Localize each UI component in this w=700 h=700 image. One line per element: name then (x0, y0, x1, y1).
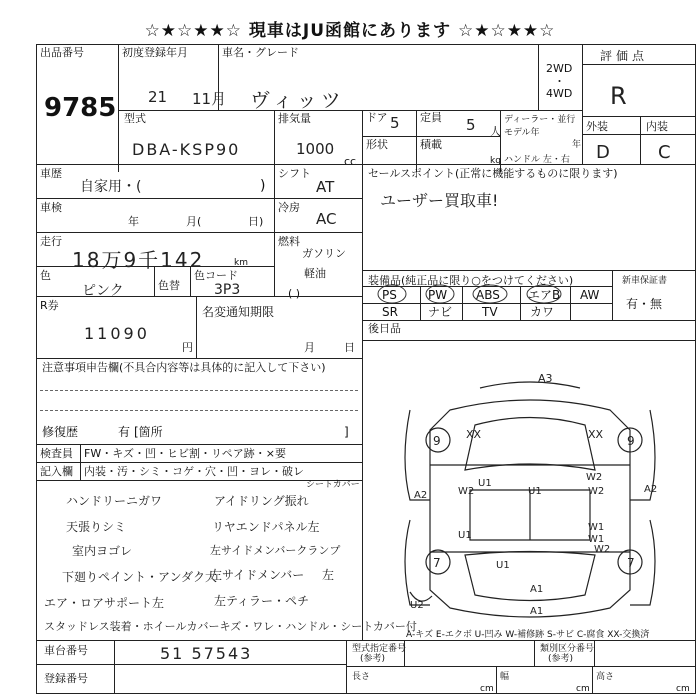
fuel-label: 燃料 (278, 235, 300, 248)
equip-sr: SR (382, 305, 398, 319)
diag-a3: A3 (538, 372, 553, 385)
sales-point-label: セールスポイント(正常に機能するものに限ります) (368, 167, 618, 180)
rear-seat-label: 後日品 (368, 322, 401, 335)
recycle-unit: 円 (182, 341, 193, 354)
repair-close: ] (344, 425, 349, 439)
warranty-value: 有・無 (626, 297, 663, 311)
note-3: 下廻りペイント・アンダク大 (62, 570, 218, 584)
repair-label: 修復歴 (42, 425, 79, 439)
rating-value: R (610, 82, 627, 110)
model-year-unit: 年 (572, 140, 582, 150)
capacity-value: 5 (466, 116, 476, 134)
doors-label: ドア (366, 111, 388, 124)
diag-xx-right: XX (588, 428, 604, 441)
width-label: 幅 (500, 672, 510, 682)
registration-label: 登録番号 (44, 672, 88, 685)
equip-abs: ABS (476, 288, 500, 302)
class-number-ref: (参考) (548, 654, 574, 664)
warranty-label: 新車保証書 (622, 276, 668, 286)
length-label: 長さ (352, 672, 371, 682)
equip-tv: TV (482, 305, 498, 319)
diag-u1-center: U1 (528, 486, 542, 497)
note-0: ハンドリーニガワ (66, 494, 163, 508)
diag-u1-front: U1 (478, 478, 492, 489)
chassis-label: 車台番号 (44, 644, 88, 657)
lot-label: 出品番号 (40, 46, 84, 59)
diag-xx-left: XX (466, 428, 482, 441)
recycle-value: 11090 (84, 324, 150, 343)
color-code-value: 3P3 (214, 282, 241, 298)
type-designation-ref: (参考) (360, 654, 386, 664)
capacity-unit: 人 (490, 125, 501, 138)
equipment-label: 装備品(純正品に限り○をつけてください) (368, 274, 574, 287)
mileage-value: 18万9千142 (72, 248, 205, 272)
equip-leather: カワ (530, 305, 555, 319)
diag-a1-rear: A1 (530, 584, 544, 595)
equip-aw: AW (580, 288, 600, 302)
width-unit: cm (576, 684, 590, 694)
ac-label: 冷房 (278, 201, 300, 214)
diag-w2-rear: W2 (594, 544, 611, 555)
displacement-label: 排気量 (278, 112, 311, 125)
capacity-label: 定員 (420, 111, 442, 124)
seat-cover-note: シートカバー (306, 480, 360, 490)
checker-items2: 内装・汚・シミ・コゲ・穴・凹・ヨレ・破レ (84, 465, 304, 478)
diag-a1-bottom: A1 (530, 606, 544, 617)
page-title: ☆★☆★★☆ 現車はJU函館にあります ☆★☆★★☆ (144, 21, 556, 41)
handle-label: ハンドル 左・右 (504, 155, 570, 165)
repair-place: [箇所 (134, 425, 163, 439)
diag-9-right: 9 (627, 434, 635, 448)
fuel-other: ( ) (288, 287, 301, 300)
note-2: 室内ヨゴレ (72, 544, 133, 558)
remarks-label: 注意事項申告欄(不具合内容等は具体的に記入して下さい) (42, 361, 326, 374)
interior-value: C (658, 142, 671, 163)
first-reg-year: 21 (148, 88, 168, 106)
equip-airbag: エアB (528, 288, 561, 302)
recycle-label: R券 (40, 299, 59, 312)
inspection-month: 月( (186, 215, 202, 228)
diag-a2-left: A2 (414, 490, 428, 501)
history-label: 車歴 (40, 167, 62, 180)
lot-number: 9785 (44, 93, 117, 123)
shift-value: AT (316, 178, 335, 196)
checker-items: FW・キズ・凹・ヒビ割・リペア跡・×要 (84, 447, 286, 460)
car-name-value: ヴィッツ (250, 88, 345, 112)
fuel-gas: ガソリン (302, 247, 346, 260)
notice-day: 日 (344, 341, 355, 354)
diag-u1-rear: U1 (496, 560, 510, 571)
displacement-value: 1000 (296, 140, 335, 158)
damage-legend: A-キズ E-エクボ U-凹み W-補修跡 S-サビ C-腐食 XX-交換済 (406, 630, 650, 640)
diag-w2-right2: W2 (588, 486, 605, 497)
dealer-label: ディーラー・並行 (504, 115, 576, 125)
notice-month: 月 (304, 341, 315, 354)
note-right-2: 左サイドメンバークランプ (210, 544, 341, 557)
note-right-3: 左サイドメンバー (210, 568, 305, 582)
color-code-label: 色コード (194, 269, 238, 282)
first-reg-label: 初度登録年月 (122, 46, 188, 59)
rating-label: 評価点 (600, 49, 649, 63)
note-right-mark: 左 (322, 568, 335, 582)
history-close: ) (260, 178, 266, 194)
entry-label: 記入欄 (40, 465, 73, 478)
model-label: 型式 (124, 112, 146, 125)
ac-value: AC (316, 210, 337, 228)
diag-9-left: 9 (433, 434, 441, 448)
inspection-label: 車検 (40, 201, 62, 214)
note-5: スタッドレス装着・ホイールカバーキズ・ワレ・ハンドル・シートカバー付 (44, 620, 417, 633)
diag-7-right: 7 (627, 556, 635, 570)
doors-value: 5 (390, 114, 400, 132)
height-unit: cm (676, 684, 690, 694)
inspection-day: 日) (248, 215, 264, 228)
equipment-circles (362, 282, 612, 306)
chassis-value: 51 57543 (160, 644, 253, 663)
diag-u1-side: U1 (458, 530, 472, 541)
diag-w2-left: W2 (458, 486, 475, 497)
length-unit: cm (480, 684, 494, 694)
note-right-0: アイドリング振れ (214, 494, 309, 508)
diag-w2-right: W2 (586, 472, 603, 483)
diag-7-left: 7 (433, 556, 441, 570)
interior-label: 内装 (646, 120, 668, 133)
height-label: 高さ (596, 672, 615, 682)
diag-u2: U2 (410, 600, 424, 611)
drive-4wd: 4WD (546, 87, 573, 100)
exterior-label: 外装 (586, 120, 608, 133)
note-right-4: 左ティラー・ペチ (214, 594, 310, 608)
model-year-label: モデル年 (504, 128, 540, 138)
note-1: 天張りシミ (66, 520, 127, 534)
drive-dot: ・ (554, 75, 565, 88)
equip-pw: PW (428, 288, 448, 302)
diag-w1-right2: W1 (588, 534, 605, 545)
diag-w1-right: W1 (588, 522, 605, 533)
type-designation-label: 型式指定番号 (352, 644, 407, 654)
car-name-label: 車名・グレード (222, 46, 299, 59)
color-value: ピンク (82, 283, 124, 299)
mileage-unit: km (234, 258, 248, 268)
mileage-label: 走行 (40, 235, 62, 248)
first-reg-month: 11月 (192, 90, 227, 108)
exterior-value: D (596, 142, 610, 163)
sales-point-value: ユーザー買取車! (380, 191, 499, 210)
fuel-light: 軽油 (304, 267, 326, 280)
color-change-label: 色替 (158, 279, 180, 292)
model-value: DBA-KSP90 (132, 140, 241, 159)
inspection-year: 年 (128, 215, 139, 228)
equip-ps: PS (382, 288, 397, 302)
equip-navi: ナビ (428, 305, 453, 319)
checker-label: 検査員 (40, 447, 73, 460)
displacement-unit: cc (344, 155, 357, 168)
class-number-label: 類別区分番号 (540, 644, 595, 654)
load-label: 積載 (420, 138, 442, 151)
note-right-1: リヤエンドパネル左 (212, 520, 320, 534)
shift-label: シフト (278, 167, 311, 180)
repair-value: 有 (118, 425, 131, 439)
history-value: 自家用・( (80, 179, 142, 195)
shape-label: 形状 (366, 138, 388, 151)
diag-a2-right: A2 (644, 484, 658, 495)
drive-2wd: 2WD (546, 62, 573, 75)
note-4: エア・ロアサポート左 (44, 596, 165, 610)
load-unit: kg (490, 156, 501, 166)
color-label: 色 (40, 269, 51, 282)
notice-label: 名変通知期限 (202, 305, 275, 319)
